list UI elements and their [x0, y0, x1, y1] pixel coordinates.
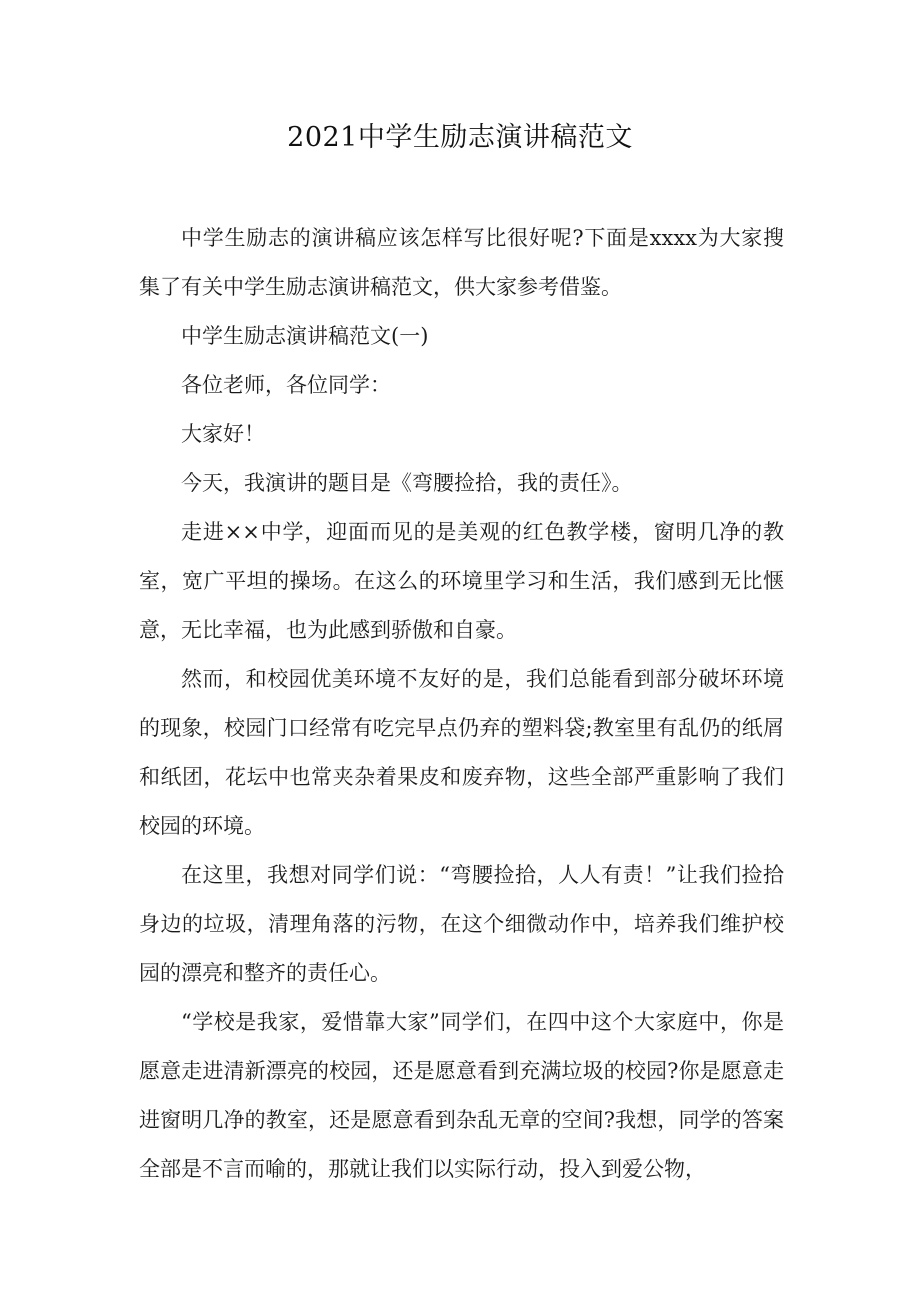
paragraph-subtitle: 中学生励志演讲稿范文(一): [181, 324, 429, 348]
document-title: 2021中学生励志演讲稿范文: [287, 122, 633, 153]
document-body: [139, 214, 784, 1194]
paragraph-slogan: “学校是我家，爱惜靠大家”同学们，在四中这个大家庭中，你是愿意走进清新漂亮的校园，还是愿意看到充满垃圾的校园?你是愿意走进窗明几净的教室，还是愿意看到杂乱无章的空间?我想，同学的答案全部是不言而喻的，那就让我们以实际行动，投入到爱公物，: [139, 1010, 784, 1181]
paragraph-campus: 走进××中学，迎面而见的是美观的红色教学楼，窗明几净的教室，宽广平坦的操场。在这么的环境里学习和生活，我们感到无比惬意，无比幸福，也为此感到骄傲和自豪。: [139, 520, 784, 642]
paragraph-intro: 中学生励志的演讲稿应该怎样写比很好呢?下面是xxxx为大家搜集了有关中学生励志演讲稿范文，供大家参考借鉴。: [139, 226, 784, 299]
paragraph-greeting: 大家好！: [181, 422, 265, 446]
paragraph-problem: 然而，和校园优美环境不友好的是，我们总能看到部分破坏环境的现象，校园门口经常有吃完早点仍弃的塑料袋;教室里有乱仍的纸屑和纸团，花坛中也常夹杂着果皮和废弃物，这些全部严重影响了我们校园的环境。: [139, 667, 784, 838]
paragraph-appeal: 在这里，我想对同学们说：“弯腰捡拾，人人有责！”让我们捡拾身边的垃圾，清理角落的污物，在这个细微动作中，培养我们维护校园的漂亮和整齐的责任心。: [139, 863, 784, 985]
paragraph-topic: 今天，我演讲的题目是《弯腰捡拾，我的责任》。: [181, 471, 633, 495]
paragraph-salutation: 各位老师，各位同学：: [181, 373, 391, 397]
